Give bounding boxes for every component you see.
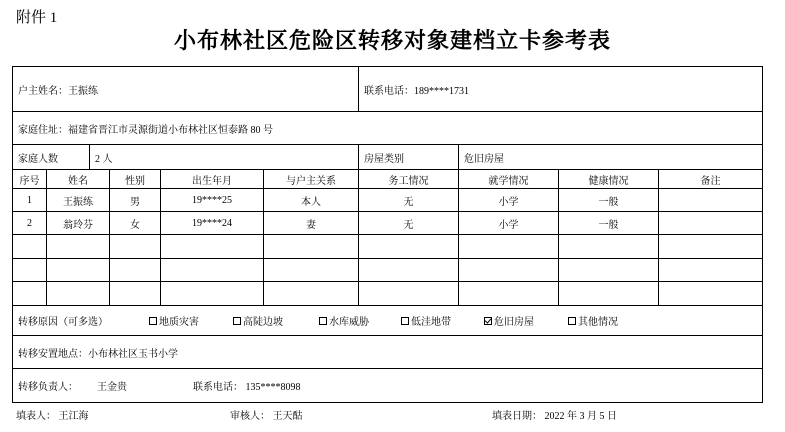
contact-phone: 联系电话：189****1731 <box>358 67 764 111</box>
checked-checkbox-icon[interactable] <box>484 317 492 325</box>
cell-name <box>46 282 109 305</box>
owner-name: 户主姓名：王振练 <box>18 85 98 97</box>
responsible-person-name: 王金贵 <box>97 382 127 393</box>
cell-birth: 19****24 <box>160 212 263 234</box>
cell-name: 翁玲芬 <box>46 212 109 234</box>
relocation-row <box>12 336 763 369</box>
reason-dangerous-house[interactable]: 危旧房屋 <box>484 306 534 335</box>
transfer-reason-row <box>12 306 763 336</box>
page-title: 小布林社区危险区转移对象建档立卡参考表 <box>173 28 611 53</box>
cell-health <box>558 282 658 305</box>
reason-other[interactable]: 其他情况 <box>568 306 618 335</box>
col-header-gender: 性别 <box>109 170 160 188</box>
reason-low-lying-area[interactable]: 低洼地带 <box>401 306 451 335</box>
cell-school: 小学 <box>458 212 558 234</box>
cell-note <box>658 189 762 211</box>
col-header-name: 姓名 <box>46 170 109 188</box>
reason-reservoir-threat[interactable]: 水库威胁 <box>319 306 369 335</box>
cell-name: 王振练 <box>46 189 109 211</box>
cell-relation <box>263 259 358 281</box>
checkbox-icon[interactable] <box>149 317 157 325</box>
cell-birth <box>160 282 263 305</box>
cell-relation: 妻 <box>263 212 358 234</box>
home-address: 家庭住址：福建省晋江市灵源街道小布林社区恒泰路 80 号 <box>18 124 273 136</box>
cell-birth <box>160 259 263 281</box>
col-header-school: 就学情况 <box>458 170 558 188</box>
col-header-birth: 出生年月 <box>160 170 263 188</box>
dangerous-house-label: 危旧房屋 <box>458 145 762 169</box>
cell-gender: 女 <box>109 212 160 234</box>
table-row <box>12 259 763 282</box>
cell-index: 2 <box>27 217 32 229</box>
cell-work <box>358 282 458 305</box>
checkbox-icon[interactable] <box>401 317 409 325</box>
members-header-row <box>12 170 763 189</box>
house-type-label: 房屋类别 <box>358 145 458 169</box>
registration-form <box>12 66 763 403</box>
cell-gender <box>109 235 160 258</box>
cell-health: 一般 <box>558 212 658 234</box>
col-header-health: 健康情况 <box>558 170 658 188</box>
cell-index <box>13 235 46 258</box>
cell-note <box>658 212 762 234</box>
checkbox-icon[interactable] <box>568 317 576 325</box>
col-header-index: 序号 <box>19 175 40 187</box>
cell-birth <box>160 235 263 258</box>
cell-note <box>658 259 762 281</box>
cell-relation <box>263 235 358 258</box>
responsible-row <box>12 369 763 403</box>
col-header-note: 备注 <box>658 170 762 188</box>
responsible-person-label: 转移负责人： <box>18 382 78 393</box>
cell-note <box>658 235 762 258</box>
household-row <box>12 145 763 170</box>
checkbox-icon[interactable] <box>319 317 327 325</box>
cell-name <box>46 235 109 258</box>
cell-name <box>46 259 109 281</box>
cell-school <box>458 235 558 258</box>
relocation-location: 转移安置地点：小布林社区玉书小学 <box>18 348 178 360</box>
col-header-work: 务工情况 <box>358 170 458 188</box>
address-row <box>12 112 763 145</box>
cell-note <box>658 282 762 305</box>
reason-steep-slope[interactable]: 高陡边坡 <box>233 306 283 335</box>
cell-gender <box>109 282 160 305</box>
cell-work: 无 <box>358 212 458 234</box>
cell-school <box>458 282 558 305</box>
owner-row <box>12 66 763 112</box>
fill-date: 填表日期： 2022 年 3 月 5 日 <box>492 411 617 422</box>
cell-birth: 19****25 <box>160 189 263 211</box>
cell-health <box>558 235 658 258</box>
reason-geologic-hazard[interactable]: 地质灾害 <box>149 306 199 335</box>
cell-health: 一般 <box>558 189 658 211</box>
cell-relation: 本人 <box>263 189 358 211</box>
cell-work: 无 <box>358 189 458 211</box>
cell-school <box>458 259 558 281</box>
transfer-reason-label: 转移原因（可多选） <box>18 317 108 328</box>
filled-by: 填表人： 王江海 <box>16 411 89 422</box>
table-row <box>12 282 763 306</box>
cell-gender: 男 <box>109 189 160 211</box>
cell-gender <box>109 259 160 281</box>
col-header-relation: 与户主关系 <box>263 170 358 188</box>
attachment-label: 附件 1 <box>16 10 58 26</box>
reviewed-by: 审核人： 王天酤 <box>230 411 303 422</box>
responsible-person-phone: 联系电话： 135****8098 <box>193 382 301 393</box>
cell-index <box>13 282 46 305</box>
household-count-value: 2 人 <box>89 145 358 169</box>
table-row <box>12 212 763 235</box>
table-row <box>12 189 763 212</box>
cell-work <box>358 259 458 281</box>
cell-work <box>358 235 458 258</box>
cell-health <box>558 259 658 281</box>
table-row <box>12 235 763 259</box>
cell-index: 1 <box>27 194 32 206</box>
cell-school: 小学 <box>458 189 558 211</box>
checkbox-icon[interactable] <box>233 317 241 325</box>
cell-relation <box>263 282 358 305</box>
cell-index <box>13 259 46 281</box>
household-count-label: 家庭人数 <box>18 153 58 165</box>
